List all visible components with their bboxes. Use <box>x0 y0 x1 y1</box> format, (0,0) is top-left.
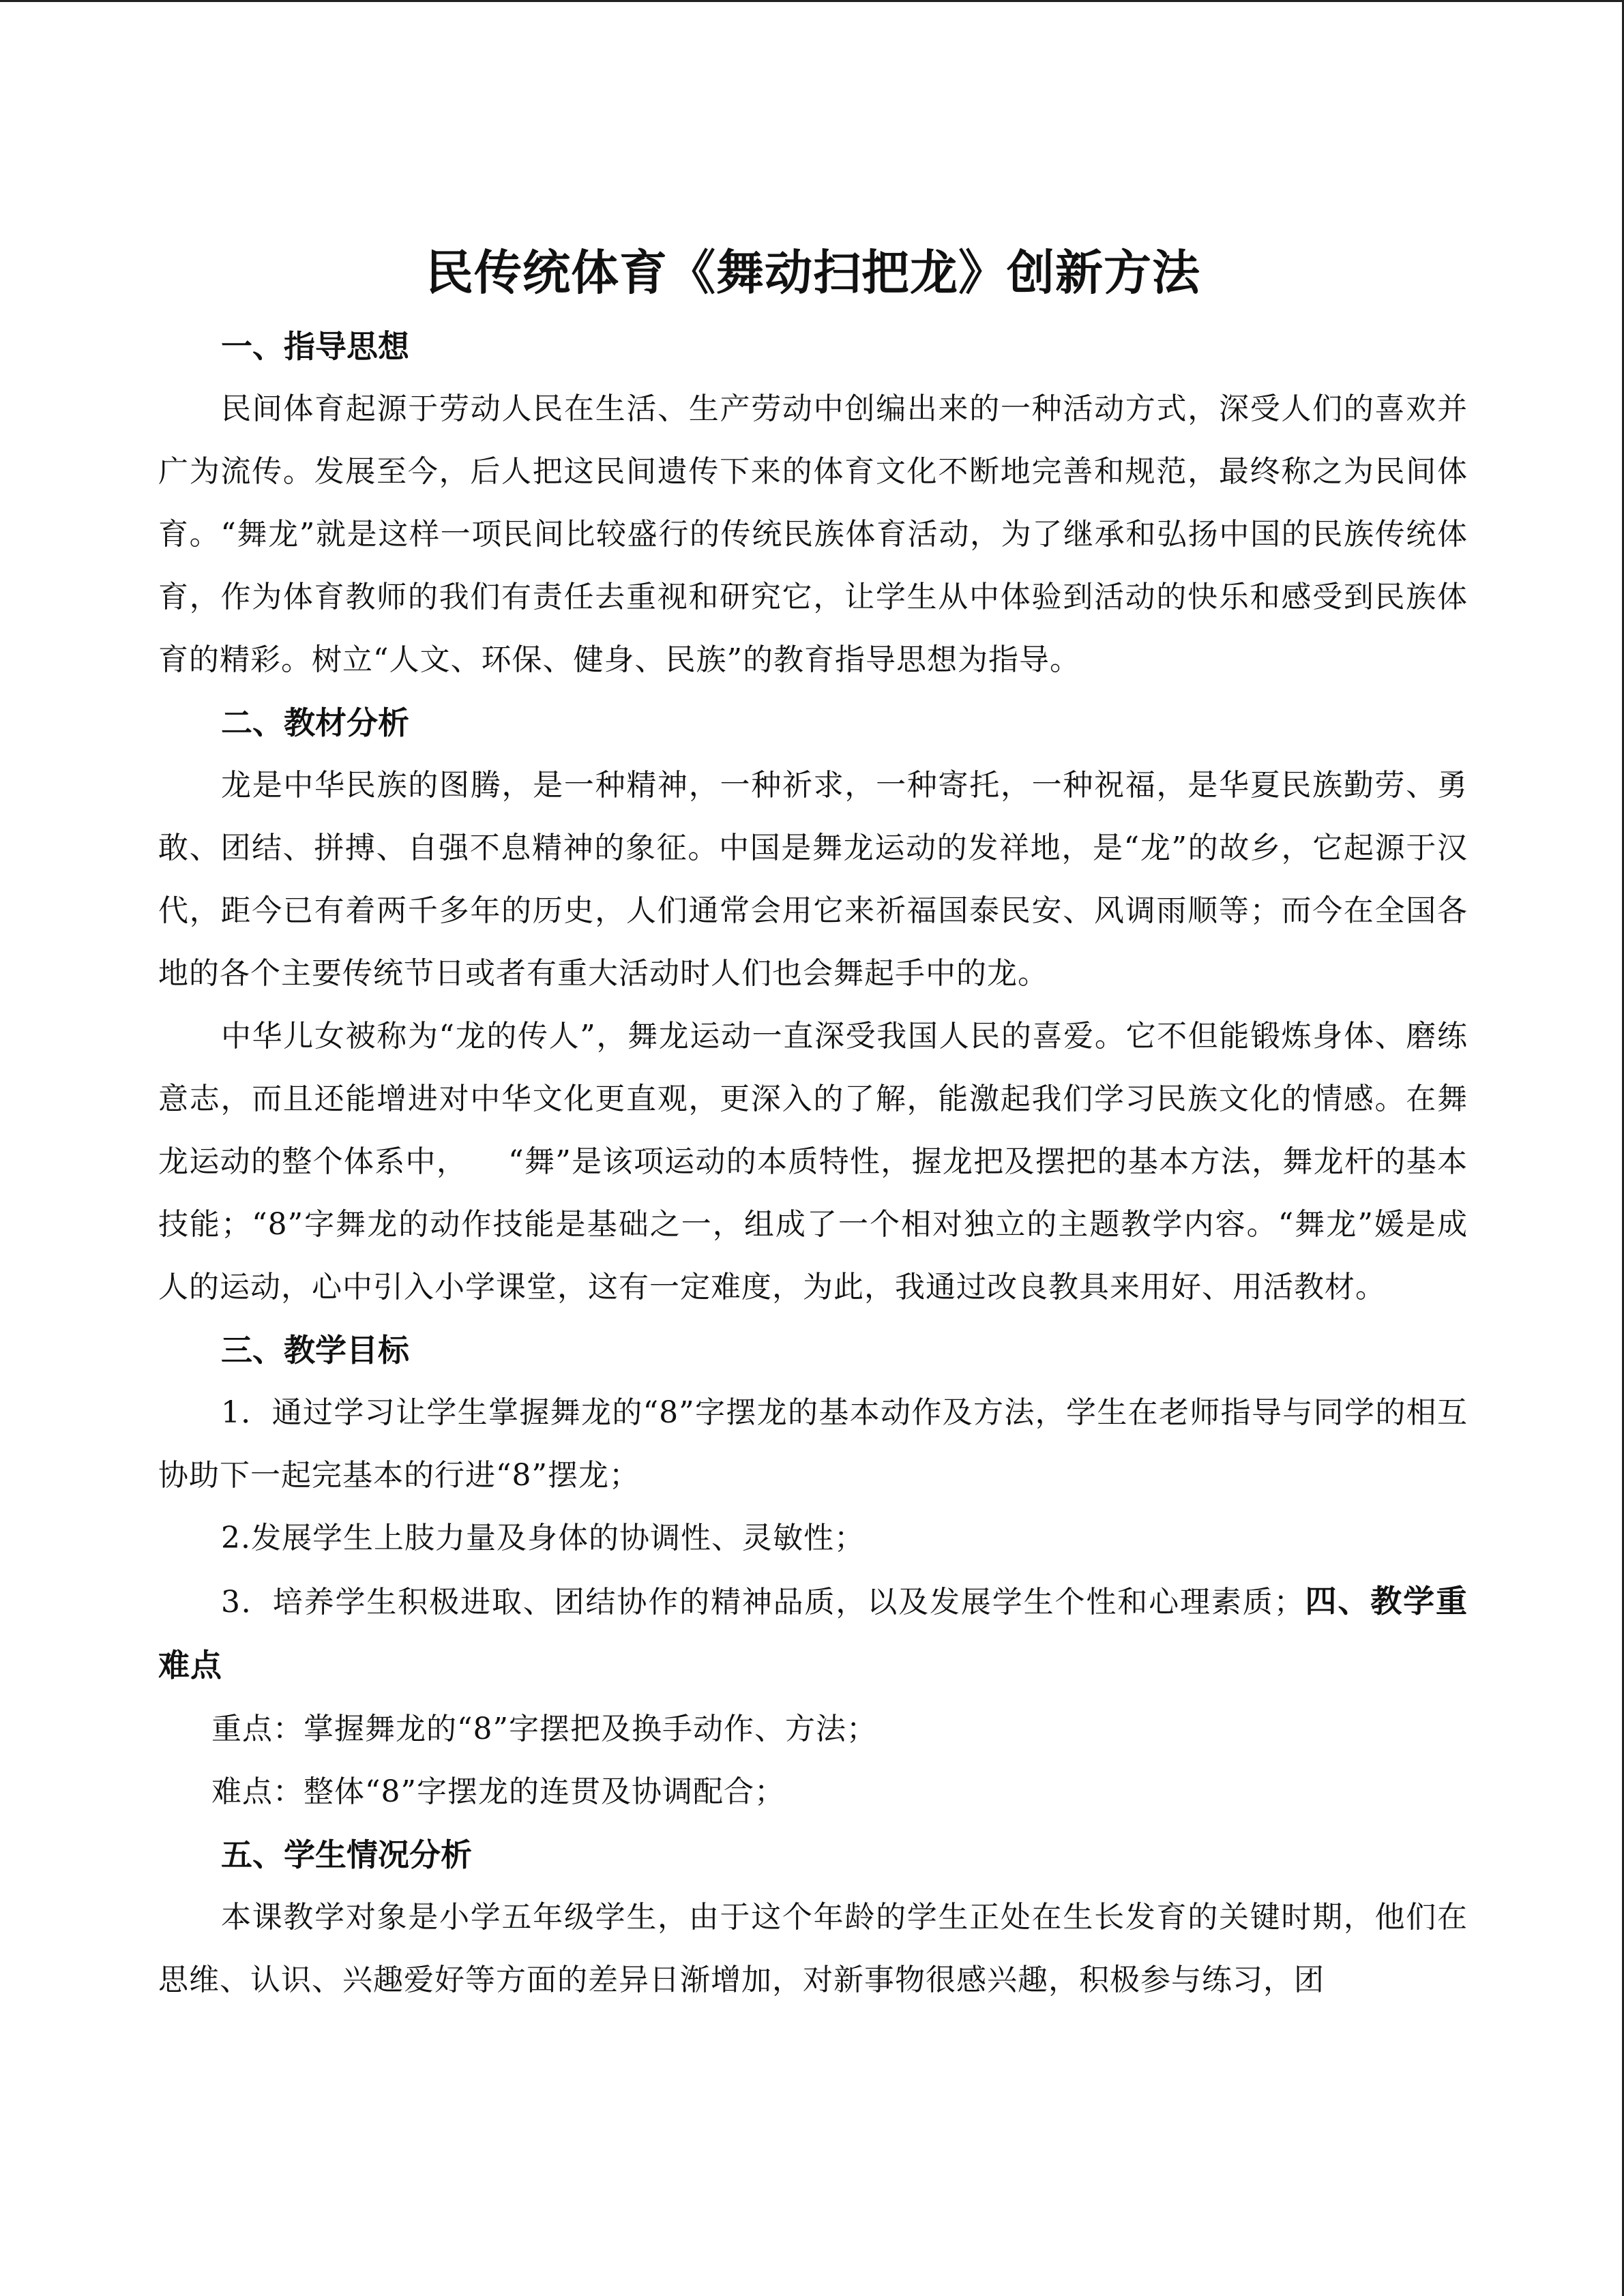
goal-1: 1．通过学习让学生掌握舞龙的“8”字摆龙的基本动作及方法，学生在老师指导与同学的相互协助下一起完基本的行进“8”摆龙； <box>158 1395 1468 1493</box>
page-border-top <box>0 0 1624 2</box>
section-heading-key-difficulties: 四、教学重难点 <box>158 1583 1468 1684</box>
goal-3-text: 3．培养学生积极进取、团结协作的精神品质，以及发展学生个性和心理素质； <box>221 1585 1305 1620</box>
key-point: 重点：掌握舞龙的“8”字摆把及换手动作、方法； <box>211 1712 877 1746</box>
section-1-paragraph: 民间体育起源于劳动人民在生活、生产劳动中创编出来的一种活动方式，深受人们的喜欢并广为流传。发展至今，后人把这民间遗传下来的体育文化不断地完善和规范，最终称之为民间体育。“舞龙”就是这样一项民间比较盛行的传统民族体育活动，为了继承和弘扬中国的民族传统体育，作为体育教师的我们有责任去重视和研究它，让学生从中体验到活动的快乐和感受到民族体育的精彩。树立“人文、环保、健身、民族”的教育指导思想为指导。 <box>158 391 1468 677</box>
section-2-paragraph-2-part-a: 中华儿女被称为“龙的传人”，舞龙运动一直深受我国人民的喜爱。它不但能锻炼身体、磨练意志，而且还能增进对中华文化更直观，更深入的了解，能激起我们学习民族文化的情感。在舞龙运动的整个体系中， <box>158 1019 1468 1179</box>
section-heading-student-analysis: 五、学生情况分析 <box>221 1836 472 1873</box>
document-title: 民传统体育《舞动扫把龙》创新方法 <box>426 244 1200 301</box>
section-heading-teaching-goals: 三、教学目标 <box>221 1332 409 1369</box>
document-page <box>158 232 1468 2012</box>
section-heading-guiding-ideology: 一、指导思想 <box>221 328 409 365</box>
section-2-paragraph-1: 龙是中华民族的图腾，是一种精神，一种祈求，一种寄托，一种祝福，是华夏民族勤劳、勇敢、团结、拼搏、自强不息精神的象征。中国是舞龙运动的发祥地，是“龙”的故乡，它起源于汉代，距今已有着两千多年的历史，人们通常会用它来祈福国泰民安、风调雨顺等；而今在全国各地的各个主要传统节日或者有重大活动时人们也会舞起手中的龙。 <box>158 768 1468 991</box>
section-heading-material-analysis: 二、教材分析 <box>221 704 409 741</box>
goal-2: 2.发展学生上肢力量及身体的协调性、灵敏性； <box>221 1521 865 1555</box>
difficulty-point: 难点：整体“8”字摆龙的连贯及协调配合； <box>211 1774 785 1809</box>
section-5-paragraph: 本课教学对象是小学五年级学生，由于这个年龄的学生正处在生长发育的关键时期，他们在思维、认识、兴趣爱好等方面的差异日渐增加，对新事物很感兴趣，积极参与练习，团 <box>158 1900 1468 1997</box>
section-2-paragraph-2 <box>158 1005 1468 1319</box>
section-2-paragraph-2-part-b: “舞”是该项运动的本质特性，握龙把及摆把的基本方法，舞龙杆的基本技能；“8”字舞龙的动作技能是基础之一，组成了一个相对独立的主题教学内容。“舞龙”媛是成人的运动，心中引入小学课堂，这有一定难度，为此，我通过改良教具来用好、用活教材。 <box>158 1144 1468 1304</box>
goal-3 <box>158 1570 1468 1698</box>
